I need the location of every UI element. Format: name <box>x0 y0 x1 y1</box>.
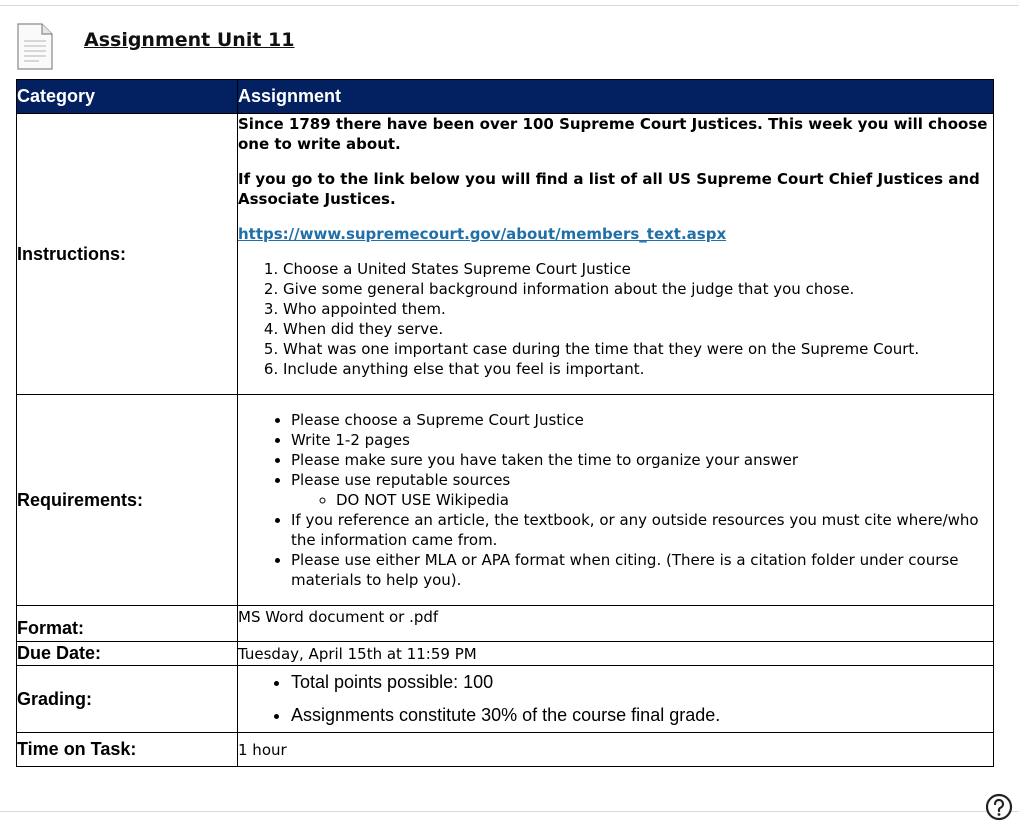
grading-cell <box>238 666 994 733</box>
instructions-steps <box>238 259 993 379</box>
instructions-cell <box>238 114 994 395</box>
step-item: 2. Give some general background information about the judge that you chose. <box>283 279 993 299</box>
instructions-label: Instructions: <box>17 114 238 395</box>
grading-label: Grading: <box>17 666 238 733</box>
grading-list <box>238 666 993 732</box>
requirements-list <box>238 410 993 590</box>
format-label: Format: <box>17 606 238 642</box>
assignment-table <box>16 79 994 767</box>
format-value: MS Word document or .pdf <box>238 606 994 642</box>
top-divider <box>0 5 1019 6</box>
bottom-divider <box>0 811 1019 812</box>
instructions-intro-1: Since 1789 there have been over 100 Supreme Court Justices. This week you will choose one to write about. <box>238 115 988 153</box>
category-header: Category <box>17 80 238 114</box>
requirement-sub-item: ◦ DO NOT USE Wikipedia <box>336 490 993 510</box>
help-icon[interactable] <box>985 793 1013 821</box>
step-item: 6. Include anything else that you feel is important. <box>283 359 993 379</box>
grading-item: • Total points possible: 100 <box>291 666 993 699</box>
requirements-row <box>17 395 994 606</box>
document-icon <box>17 23 53 70</box>
justices-link[interactable]: https://www.supremecourt.gov/about/members_text.aspx <box>238 225 727 243</box>
instructions-intro-2: If you go to the link below you will find a list of all US Supreme Court Chief Justices and Associate Justices. <box>238 170 980 208</box>
format-row <box>17 606 994 642</box>
step-item: 4. When did they serve. <box>283 319 993 339</box>
requirement-item: • Write 1-2 pages <box>291 430 993 450</box>
time-on-task-value: 1 hour <box>238 733 994 767</box>
requirement-item: • If you reference an article, the textbook, or any outside resources you must cite where/who the information came from. <box>291 510 993 550</box>
time-on-task-label: Time on Task: <box>17 733 238 767</box>
instructions-row <box>17 114 994 395</box>
assignment-header: Assignment <box>238 80 994 114</box>
step-item: 3. Who appointed them. <box>283 299 993 319</box>
time-on-task-row <box>17 733 994 767</box>
step-item: 1. Choose a United States Supreme Court Justice <box>283 259 993 279</box>
requirement-item: • Please make sure you have taken the time to organize your answer <box>291 450 993 470</box>
requirement-item: • Please choose a Supreme Court Justice <box>291 410 993 430</box>
requirement-item <box>291 470 993 510</box>
due-date-row <box>17 642 994 666</box>
table-header-row <box>17 80 994 114</box>
requirement-item: • Please use either MLA or APA format when citing. (There is a citation folder under course materials to help you). <box>291 550 993 590</box>
requirements-cell <box>238 395 994 606</box>
grading-item: • Assignments constitute 30% of the course final grade. <box>291 699 993 732</box>
due-date-value: Tuesday, April 15th at 11:59 PM <box>238 642 994 666</box>
due-date-label: Due Date: <box>17 642 238 666</box>
grading-row <box>17 666 994 733</box>
step-item: 5. What was one important case during the time that they were on the Supreme Court. <box>283 339 993 359</box>
requirements-label: Requirements: <box>17 395 238 606</box>
page-title: Assignment Unit 11 <box>84 29 295 51</box>
requirement-sublist <box>291 490 993 510</box>
requirement-text: Please use reputable sources <box>291 471 511 489</box>
